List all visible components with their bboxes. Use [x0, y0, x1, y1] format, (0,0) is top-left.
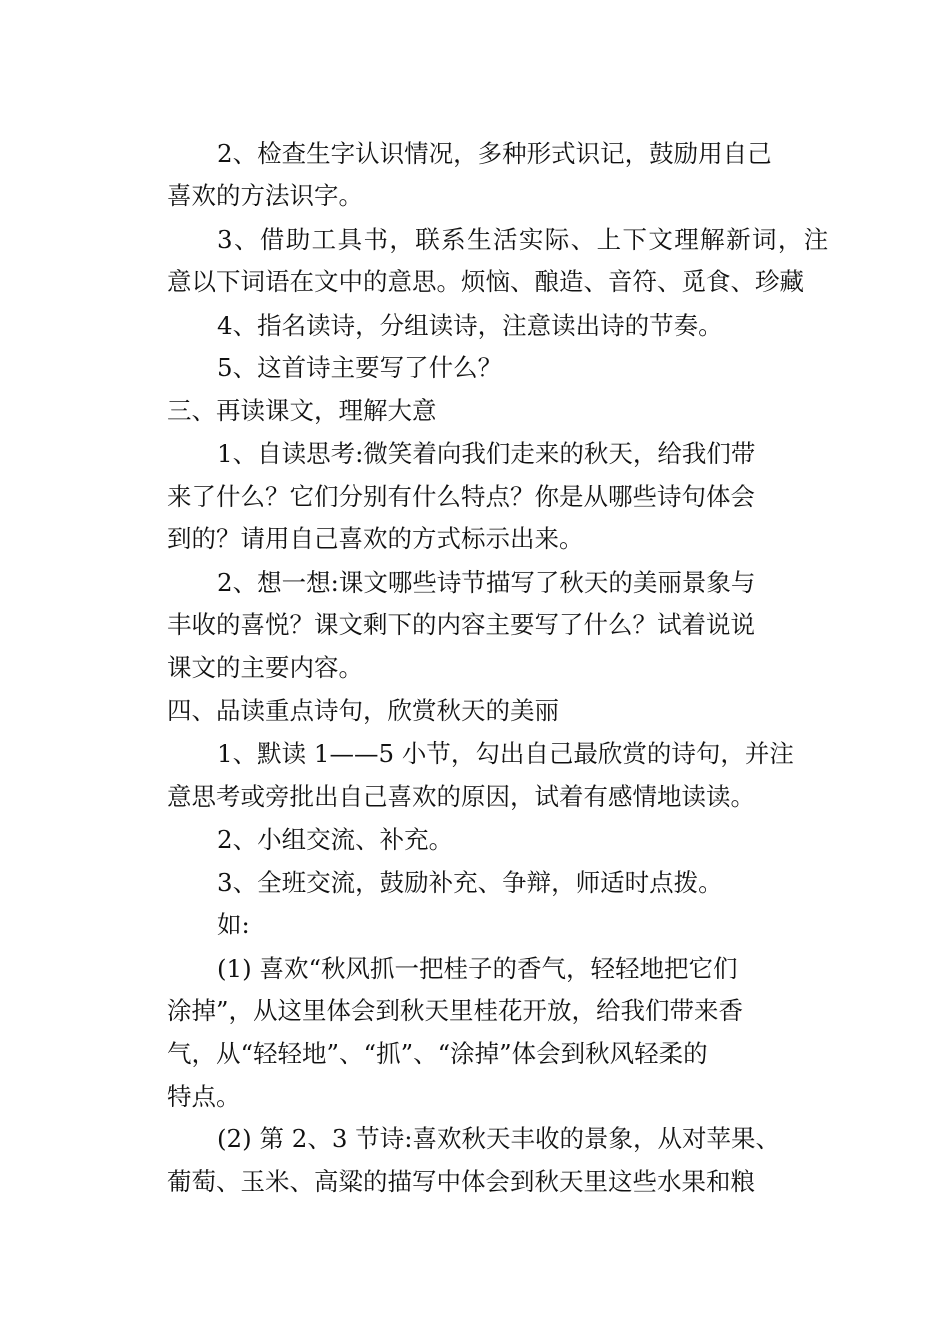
text-line: (1) 喜欢“秋风抓一把桂子的香气，轻轻地把它们: [217, 954, 738, 983]
section-heading: 三、再读课文，理解大意: [167, 396, 437, 425]
text-line: 意以下词语在文中的意思。烦恼、酿造、音符、觅食、珍藏: [167, 267, 804, 296]
text-line: 来了什么？它们分别有什么特点？你是从哪些诗句体会: [167, 482, 755, 511]
text-line: (2) 第 2、3 节诗:喜欢秋天丰收的景象，从对苹果、: [217, 1124, 780, 1153]
text-line: 丰收的喜悦？课文剩下的内容主要写了什么？试着说说: [167, 610, 755, 639]
text-line: 到的？请用自己喜欢的方式标示出来。: [167, 524, 584, 553]
text-line: 意思考或旁批出自己喜欢的原因，试着有感情地读读。: [167, 782, 755, 811]
text-line: 2、小组交流、补充。: [217, 825, 454, 854]
text-line: 喜欢的方法识字。: [167, 181, 363, 210]
text-line: 2、检查生字认识情况，多种形式识记，鼓励用自己: [217, 139, 772, 168]
text-line: 气，从“轻轻地”、“抓”、“涂掉”体会到秋风轻柔的: [167, 1039, 708, 1068]
text-line: 2、想一想:课文哪些诗节描写了秋天的美丽景象与: [217, 568, 756, 597]
text-line: 特点。: [167, 1082, 241, 1111]
text-line: 如:: [217, 910, 250, 939]
section-heading: 四、品读重点诗句，欣赏秋天的美丽: [167, 696, 559, 725]
text-line: 葡萄、玉米、高粱的描写中体会到秋天里这些水果和粮: [167, 1167, 755, 1196]
text-line: 3、全班交流，鼓励补充、争辩，师适时点拨。: [217, 868, 723, 897]
text-line: 5、这首诗主要写了什么？: [217, 353, 503, 382]
text-line: 课文的主要内容。: [167, 653, 363, 682]
text-line: 1、自读思考:微笑着向我们走来的秋天，给我们带: [217, 439, 756, 468]
text-line: 1、默读 1——5 小节，勾出自己最欣赏的诗句，并注: [217, 739, 794, 768]
text-line: 涂掉”，从这里体会到秋天里桂花开放，给我们带来香: [167, 996, 744, 1025]
text-line: 3、借助工具书，联系生活实际、上下文理解新词，注: [217, 225, 830, 254]
text-line: 4、指名读诗，分组读诗，注意读出诗的节奏。: [217, 311, 723, 340]
